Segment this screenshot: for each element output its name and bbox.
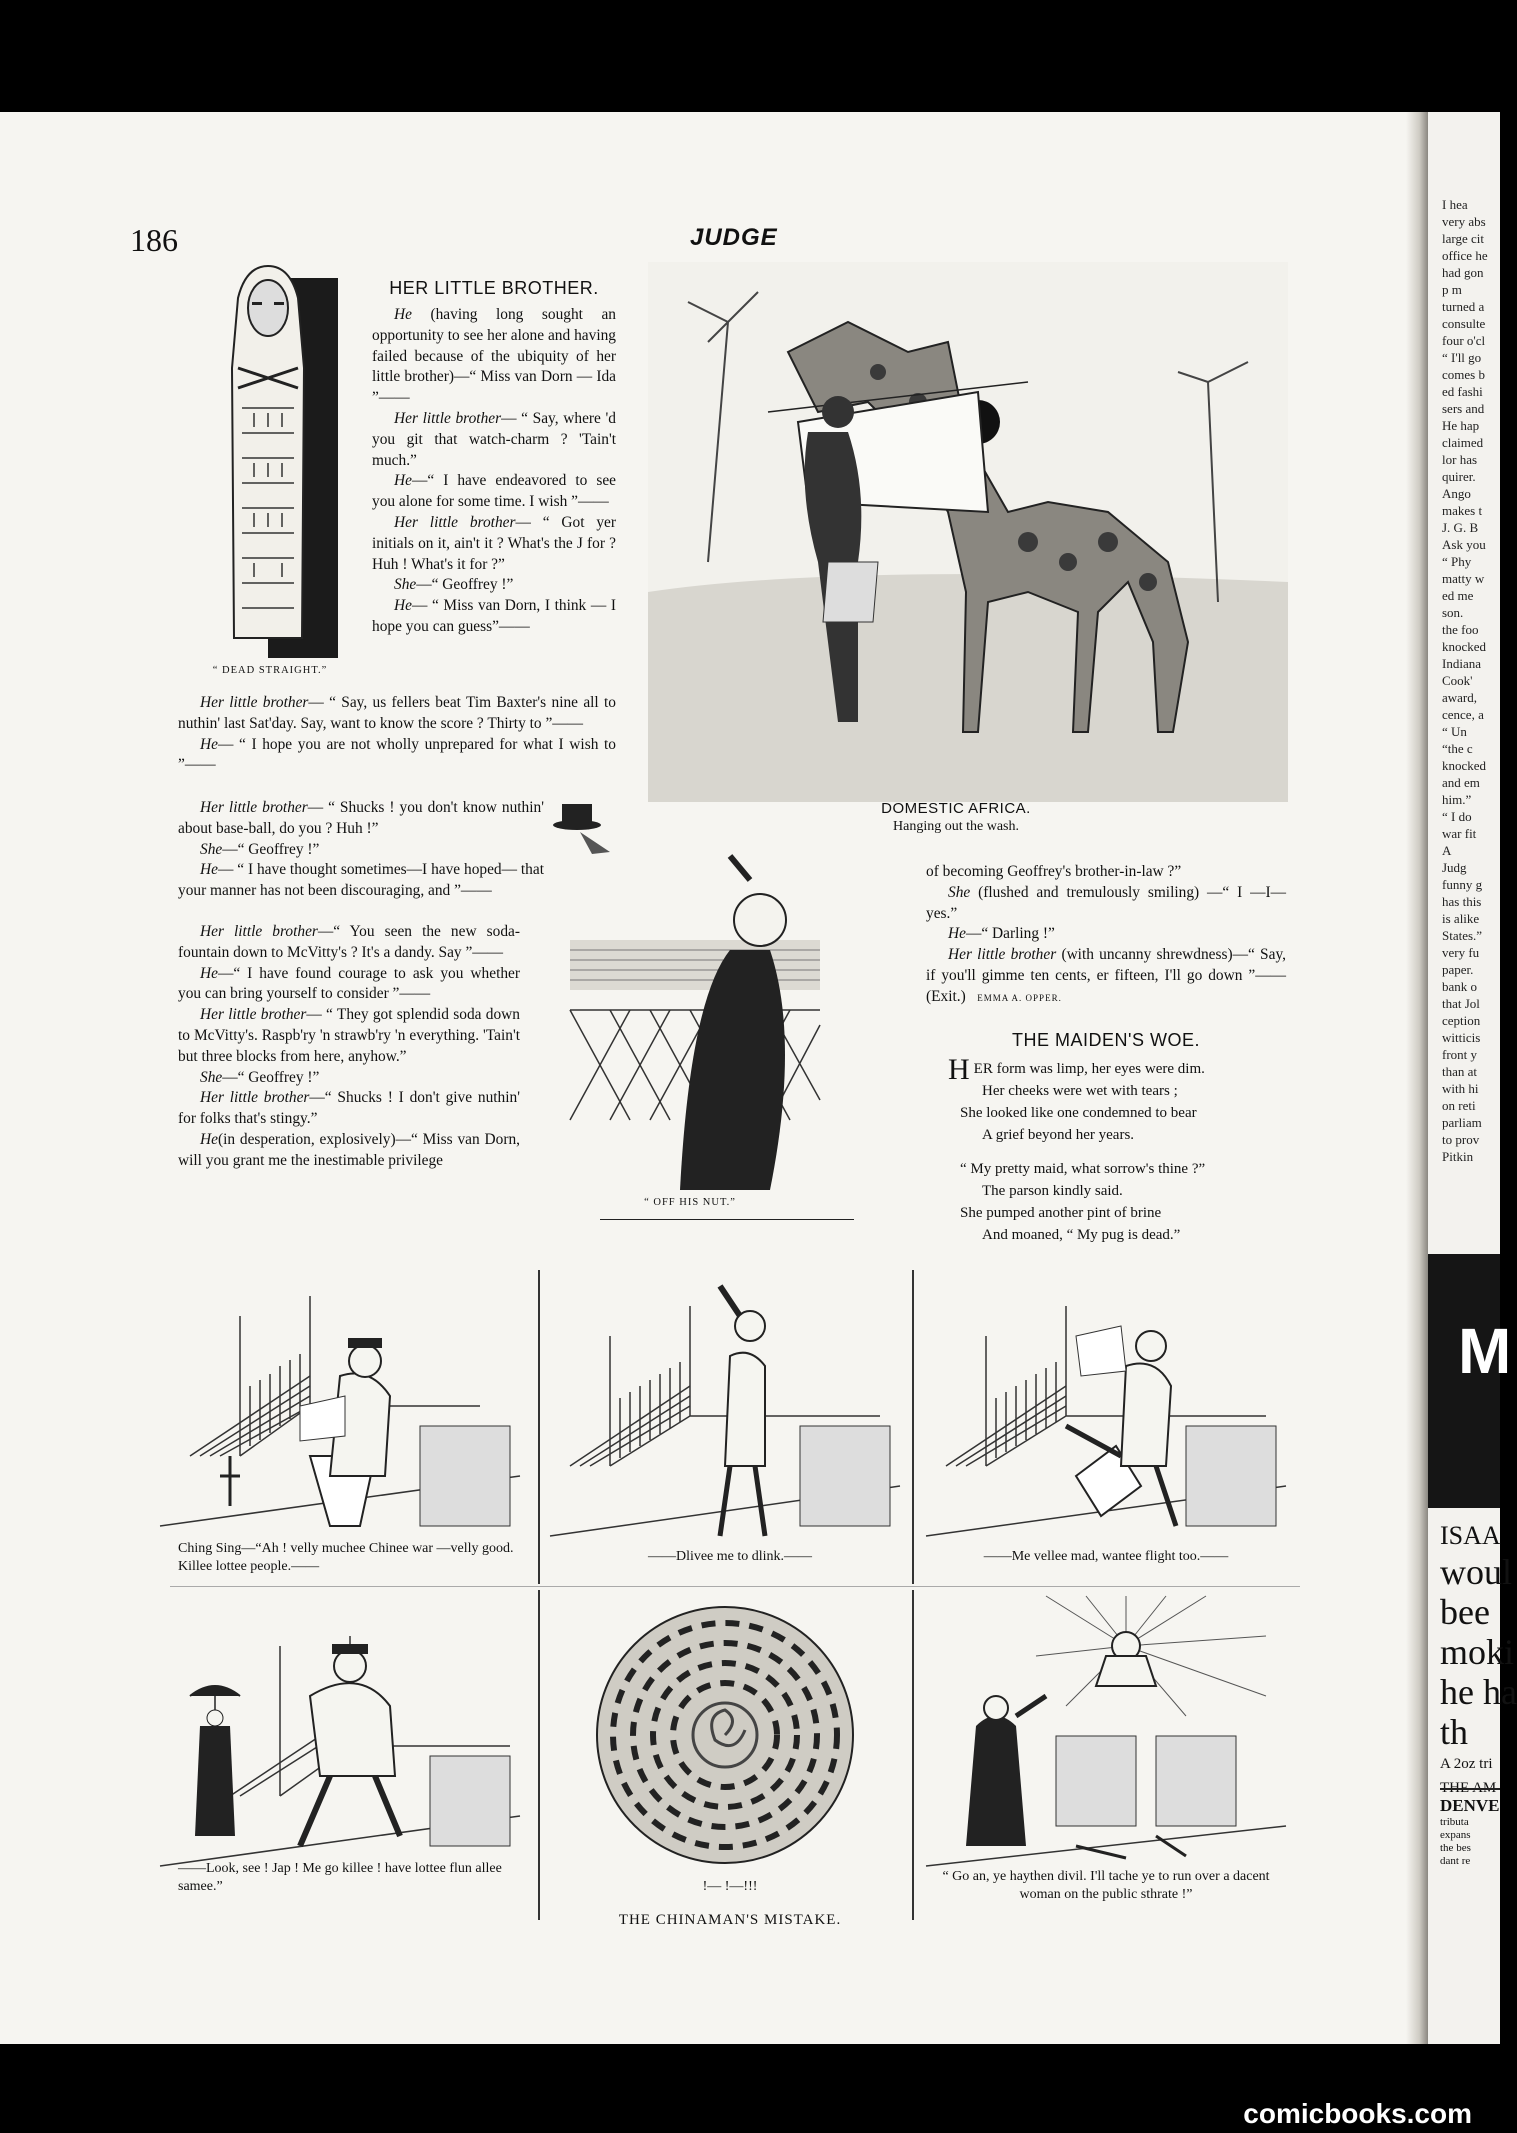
next-page-fragment: to prov [1442,1132,1480,1147]
panel-divider [538,1590,540,1920]
story-text: (with uncanny shrewdness)—“ Say, if you'll gimme ten cents, er fifteen, I'll go down ”—— (Exit.) [926,946,1286,1005]
comic-panel-4-caption: ——Look, see ! Jap ! Me go killee ! have lottee flun allee samee.” [178,1861,502,1894]
next-page-fragment: office he [1442,248,1488,263]
row-divider [170,1586,1300,1587]
next-page-fragment: Ango [1442,486,1471,501]
next-page-fragment: “the c [1442,741,1473,756]
off-his-nut-illustration [570,860,820,1200]
next-page-fragment: matty w [1442,571,1485,586]
africa-title: DOMESTIC AFRICA. [881,800,1031,817]
story-text: — “ Say, us fellers beat Tim Baxter's nine all to nuthin' last Sat'day. Say, want to know the score ? Thirty to ”—— [178,694,616,732]
story-text: — “ Say, where 'd you git that watch-charm ? 'Tain't much.” [372,409,616,469]
next-page-text-column [1442,196,1500,1165]
panel-divider [912,1590,914,1920]
story-text: —“ Geoffrey !” [222,840,320,858]
next-page-fragment: “ Un [1442,724,1467,739]
next-page-fragment: with hi [1442,1081,1479,1096]
poem-line: And moaned, “ My pug is dead.” [982,1227,1181,1243]
speaker: Her little brother [394,409,502,427]
speaker: He [394,306,412,323]
poem-line: She looked like one condemned to bear [960,1105,1197,1121]
ad-line: A 2oz tri [1440,1756,1493,1772]
story-text: — “ They got splendid soda down to McVitty's. Raspb'ry 'n strawb'ry 'n everything. 'Tain't but three blocks from here, anyhow.” [178,1006,520,1065]
story-text: —“ I have endeavored to see you alone for some time. I wish ”—— [372,472,616,511]
story-text: —“ Darling !” [965,925,1055,943]
next-page-fragment: ed me [1442,588,1474,603]
next-page-fragment: award, [1442,690,1478,705]
speaker: He [200,861,218,879]
next-page-fragment: knocked [1442,639,1487,654]
story-text: (flushed and tremulously smiling) —“ I —I—yes.” [926,883,1286,922]
ad-line: th [1440,1712,1469,1752]
story-author: EMMA A. OPPER. [977,992,1062,1003]
next-page-fragment: turned a [1442,299,1485,314]
ad-footer-line: expans [1440,1829,1471,1841]
ad-line: ISAA [1440,1521,1501,1550]
story-text: —“ Geoffrey !” [222,1068,320,1086]
story-text: —“ Shucks ! I don't give nuthin' for folks that's stingy.” [178,1089,520,1128]
next-page-fragment: lor has [1442,452,1478,467]
next-page-fragment: funny g [1442,877,1483,892]
next-page-fragment: that Jol [1442,996,1480,1011]
next-page-fragment: witticis [1442,1030,1481,1045]
next-page-fragment: A [1442,843,1452,858]
comic-panel-1-caption: Ching Sing—“Ah ! velly muchee Chinee war —velly good. Killee lottee people.—— [178,1541,514,1574]
ad-line: moki [1440,1632,1515,1672]
ad-line: THE AM [1440,1780,1497,1796]
off-his-nut-caption: “ OFF HIS NUT.” [644,1197,736,1208]
poem-line: Her cheeks were wet with tears ; [982,1083,1178,1099]
story-continuation [926,862,1286,1009]
story-text: (having long sought an opportunity to see her alone and having failed because of the ubiquity of her little brother)—“ Miss van Dorn — Ida ”—— [372,306,616,407]
poem-line: ER form was limp, her eyes were dim. [973,1061,1205,1077]
story-heading-block [372,278,616,299]
next-page-fragment: and em [1442,775,1480,790]
next-page-fragment: J. G. B [1442,520,1479,535]
page-number: 186 [130,222,178,258]
speaker: She [200,840,223,858]
story-body-lower [178,922,520,1172]
poem-line: She pumped another pint of brine [960,1205,1162,1221]
story-text: — “ I have thought sometimes—I have hoped— that your manner has not been discouraging, and ”—— [178,861,544,900]
next-page-fragment: sers and [1442,401,1485,416]
speaker: Her little brother [200,1006,307,1024]
story-body-narrow [178,798,544,902]
speaker: Her little brother [200,694,309,711]
next-page-fragment: knocked [1442,758,1487,773]
speaker: Her little brother [200,923,318,940]
story-intro [372,305,616,638]
watermark: comicbooks.com [1243,2098,1472,2129]
next-page-fragment: son. [1442,605,1464,620]
speaker: Her little brother [200,799,308,816]
ad-line: he ha [1440,1672,1517,1712]
next-page-fragment: paper. [1442,962,1474,977]
next-page-fragment: comes b [1442,367,1485,382]
comic-panel-2-art [550,1276,900,1556]
panel-divider [538,1270,540,1584]
next-page-fragment: bank o [1442,979,1478,994]
next-page-fragment: the foo [1442,622,1479,637]
next-page-fragment: him.” [1442,792,1472,807]
speaker: He [200,1130,218,1148]
next-page-fragment: cence, a [1442,707,1484,722]
story-body-wide [178,693,616,776]
story-text: — “ Got yer initials on it, ain't it ? What's the J for ? Huh ! What's it for ?” [372,513,616,573]
comic-panel-4-art [160,1596,520,1876]
next-page-fragment: Ask you [1442,537,1486,552]
ad-line: woul [1440,1552,1512,1592]
ad-initial: M [1458,1315,1512,1387]
poem-dropcap: H [948,1053,970,1086]
africa-subtitle: Hanging out the wash. [893,819,1019,834]
story-text: (in desperation, explosively)—“ Miss van Dorn, will you grant me the inestimable privilege [178,1130,520,1169]
next-page-fragment: has this [1442,894,1482,909]
mummy-caption: “ DEAD STRAIGHT.” [212,665,328,676]
poem-line: The parson kindly said. [982,1183,1123,1199]
next-page-fragment: very abs [1442,214,1486,229]
next-page-fragment: “ I do [1442,809,1472,824]
next-page-fragment: Cook' [1442,673,1473,688]
speaker: He [200,964,218,982]
hat-doodle [548,798,628,860]
speaker: Her little brother [200,1089,310,1107]
next-page-ad-footer [1440,1788,1500,1868]
ad-footer-line: tributa [1440,1816,1469,1828]
next-page-fragment: “ Phy [1442,554,1472,569]
page-gutter [1406,112,1428,2044]
next-page-fragment: ception [1442,1013,1481,1028]
next-page-fragment: parliam [1442,1115,1482,1130]
story-title: HER LITTLE BROTHER. [389,278,599,298]
speaker: He [948,925,966,943]
story-text: —“ I have found courage to ask you whether you can bring yourself to consider ”—— [178,964,520,1003]
comic-panel-6-caption: “ Go an, ye haythen divil. I'll tache ye to run over a dacent woman on the public sthrate !” [942,1869,1270,1902]
next-page-fragment: p m [1442,282,1462,297]
next-page-fragment: makes t [1442,503,1483,518]
domestic-africa-illustration [648,262,1288,802]
speaker: He [394,597,412,615]
comic-panel-3-art [926,1276,1286,1556]
masthead: JUDGE [690,224,778,251]
speaker: She [948,883,971,901]
story-text: —“ You seen the new soda-fountain down to McVitty's ? It's a dandy. Say ”—— [178,923,520,961]
speaker: She [394,576,417,594]
next-page-fragment: “ I'll go [1442,350,1482,365]
ad-footer-line: the bes [1440,1842,1471,1854]
ad-footer-line: DENVE [1440,1796,1500,1815]
speaker: He [394,472,412,490]
next-page-fragment: is alike [1442,911,1480,926]
comic-panel-6-art [926,1596,1286,1876]
speaker: Her little brother [394,513,516,531]
poem-line: A grief beyond her years. [982,1127,1135,1143]
story-text: —“ Geoffrey !” [416,576,514,594]
next-page-fragment: quirer. [1442,469,1476,484]
next-page-fragment: States.” [1442,928,1483,943]
next-page-fragment: I hea [1442,197,1468,212]
story-text: of becoming Geoffrey's brother-in-law ?” [926,863,1182,880]
divider [600,1219,854,1220]
next-page-ad-banner [1428,1254,1512,1508]
speaker: She [200,1068,223,1086]
comic-panel-2-caption: ——Dlivee me to dlink.—— [647,1549,813,1564]
mummy-illustration [198,258,348,658]
next-page-fragment: Pitkin [1442,1149,1474,1164]
poem-stanza-2 [960,1158,1290,1246]
next-page-fragment: than at [1442,1064,1478,1079]
next-page-fragment: had gon [1442,265,1484,280]
next-page-fragment: Indiana [1442,656,1481,671]
next-page-fragment: on reti [1442,1098,1476,1113]
speaker: He [200,735,218,753]
next-page-fragment: four o'cl [1442,333,1486,348]
next-page-fragment: consulte [1442,316,1486,331]
next-page-fragment: Judg [1442,860,1467,875]
next-page-fragment: front y [1442,1047,1478,1062]
poem-line: “ My pretty maid, what sorrow's thine ?” [960,1161,1206,1177]
comic-panel-5-caption: !— !—!!! [702,1879,758,1894]
next-page-ad-text [1440,1520,1517,1800]
panel-divider [912,1270,914,1584]
comic-title: THE CHINAMAN'S MISTAKE. [618,1912,842,1928]
comic-panel-5-art [575,1600,875,1870]
story-text: — “ Miss van Dorn, I think — I hope you can guess”—— [372,597,616,635]
next-page-fragment: large cit [1442,231,1484,246]
poem-stanza-1 [948,1053,1290,1146]
next-page-fragment: war fit [1442,826,1477,841]
next-page-fragment: very fu [1442,945,1480,960]
poem-title: THE MAIDEN'S WOE. [1012,1030,1200,1050]
comic-panel-1-art [160,1276,520,1556]
story-text: — “ Shucks ! you don't know nuthin' about base-ball, do you ? Huh !” [178,799,544,837]
ad-line: bee [1440,1592,1490,1632]
next-page-fragment: ed fashi [1442,384,1483,399]
ad-footer-line: dant re [1440,1855,1471,1867]
next-page-fragment: He hap [1442,418,1480,433]
speaker: Her little brother [948,946,1057,964]
comic-panel-3-caption: ——Me vellee mad, wantee flight too.—— [983,1549,1229,1564]
story-text: — “ I hope you are not wholly unprepared for what I wish to ”—— [178,735,616,774]
next-page-fragment: claimed [1442,435,1484,450]
